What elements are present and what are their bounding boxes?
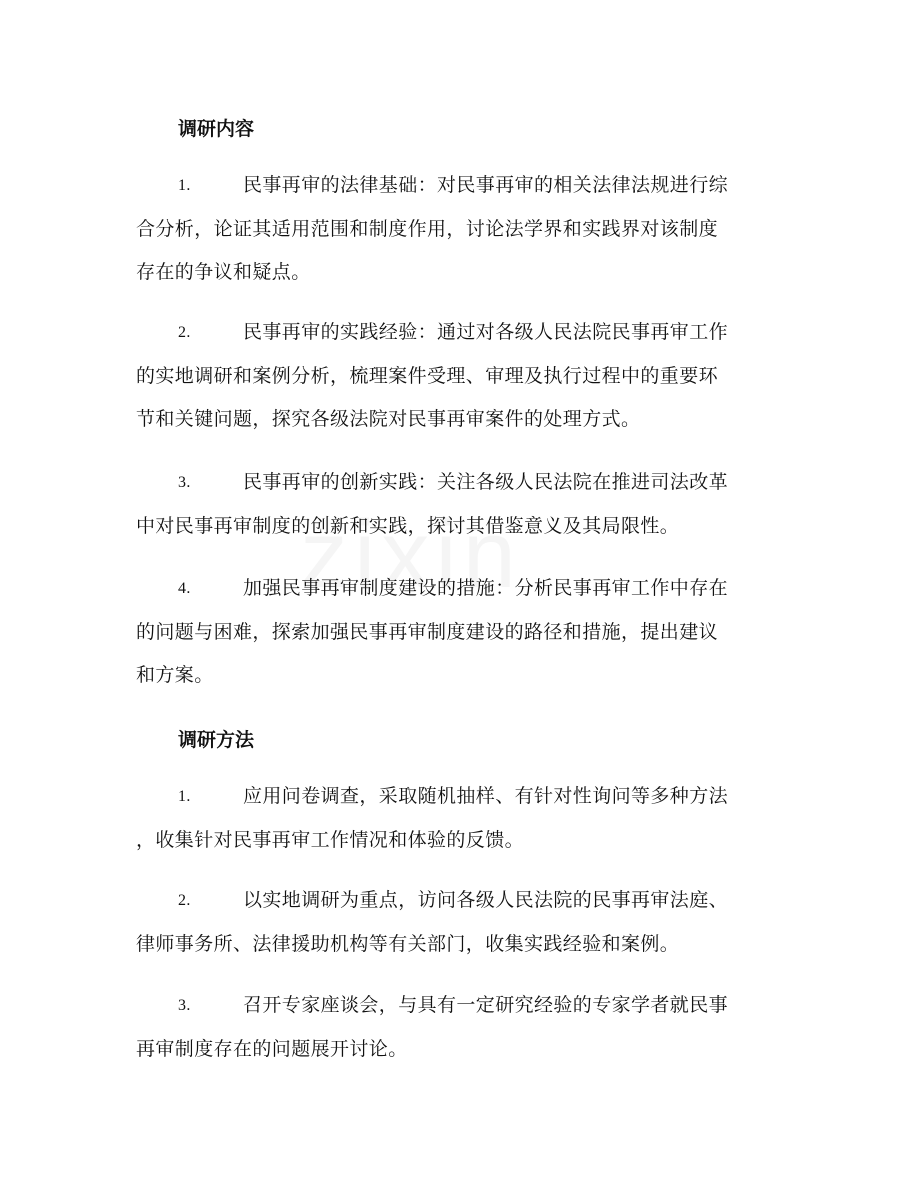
list-item-text: 民事再审的法律基础：对民事再审的相关法律法规进行综 <box>243 174 729 196</box>
list-item <box>136 311 776 442</box>
list-item-text: 的问题与困难，探索加强民事再审制度建设的路径和措施，提出建议 <box>136 620 719 643</box>
list-item-number: 1. <box>178 177 191 194</box>
list-item-text: 节和关键问题，探究各级法院对民事再审案件的处理方式。 <box>136 408 641 430</box>
list-item <box>136 879 776 966</box>
list-item-number: 4. <box>178 580 191 597</box>
list-item <box>136 461 776 548</box>
list-item-text: 民事再审的创新实践：关注各级人民法院在推进司法改革 <box>243 471 729 493</box>
list-item <box>136 567 776 698</box>
list-item-text: 存在的争议和疑点。 <box>136 261 311 283</box>
list-item-text: 再审制度存在的问题展开讨论。 <box>136 1037 408 1060</box>
list-item-number: 2. <box>178 324 191 341</box>
list-item-number: 1. <box>178 788 191 805</box>
list-item <box>136 775 776 862</box>
list-item-text: 中对民事再审制度的创新和实践，探讨其借鉴意义及其局限性。 <box>136 514 680 537</box>
list-item-text: 民事再审的实践经验：通过对各级人民法院民事再审工作 <box>243 321 729 343</box>
list-item-text: 以实地调研为重点，访问各级人民法院的民事再审法庭、 <box>243 889 729 911</box>
list-item <box>136 984 776 1071</box>
list-item-text: 召开专家座谈会，与具有一定研究经验的专家学者就民事 <box>243 994 729 1016</box>
list-item-number: 3. <box>178 997 191 1014</box>
list-item-text: 律师事务所、法律援助机构等有关部门，收集实践经验和案例。 <box>136 932 680 955</box>
list-item-text: 合分析，论证其适用范围和制度作用，讨论法学界和实践界对该制度 <box>136 217 719 240</box>
list-item-text: 和方案。 <box>136 664 214 686</box>
list-item-text: 加强民事再审制度建设的措施：分析民事再审工作中存在 <box>243 577 729 599</box>
section-heading-research-content: 调研内容 <box>178 118 255 140</box>
list-item-text: 应用问卷调查，采取随机抽样、有针对性询问等多种方法 <box>243 785 729 807</box>
list-item-text: 的实地调研和案例分析，梳理案件受理、审理及执行过程中的重要环 <box>136 364 719 387</box>
list-item-text: ，收集针对民事再审工作情况和体验的反馈。 <box>136 828 525 851</box>
section-heading-research-methods: 调研方法 <box>178 729 255 751</box>
list-item-number: 2. <box>178 892 191 909</box>
list-item-number: 3. <box>178 474 191 491</box>
list-item <box>136 164 776 295</box>
